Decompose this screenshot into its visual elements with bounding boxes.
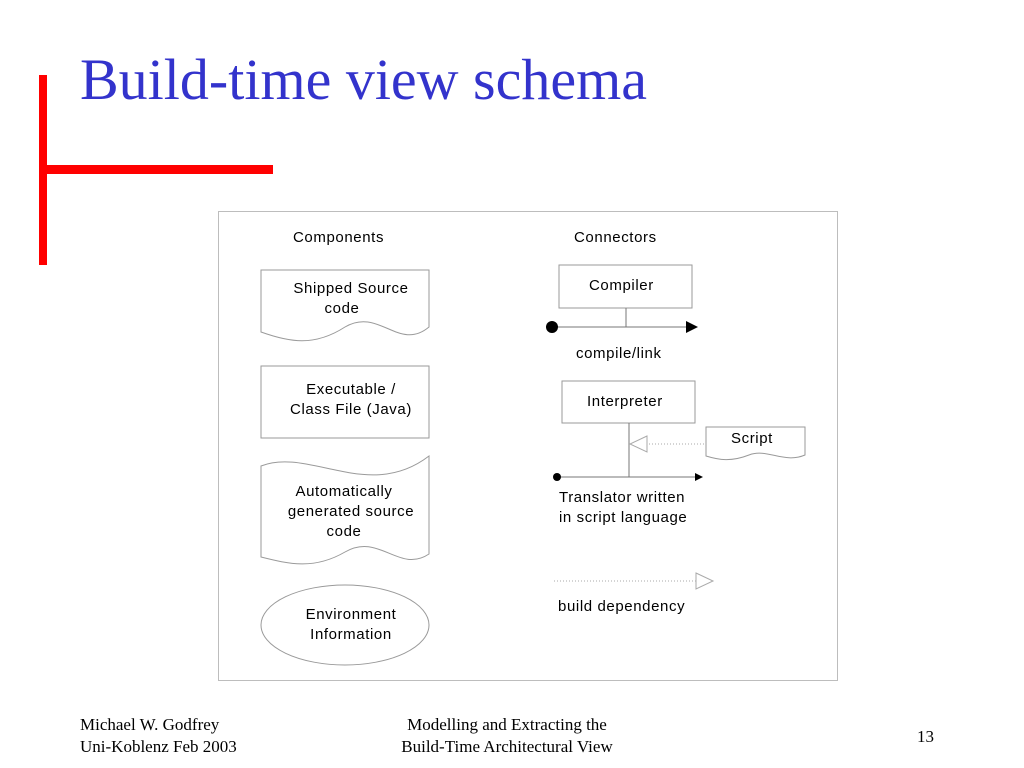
components-header: Components bbox=[293, 229, 385, 246]
build-dependency-arrowhead bbox=[696, 573, 713, 589]
translator-label: Translator written in script language bbox=[559, 489, 688, 526]
build-dependency-label: build dependency bbox=[558, 598, 686, 615]
interpreter-label: Interpreter bbox=[587, 393, 663, 410]
generated-source-label: Automatically generated source code bbox=[287, 483, 415, 540]
footer-author: Michael W. Godfrey Uni-Koblenz Feb 2003 bbox=[80, 715, 237, 756]
accent-bar-horizontal bbox=[39, 165, 273, 174]
shipped-source-label: Shipped Source code bbox=[293, 280, 409, 317]
schema-diagram bbox=[218, 211, 838, 681]
compile-link-arrowhead bbox=[686, 321, 698, 333]
script-label: Script bbox=[731, 430, 773, 447]
connectors-header: Connectors bbox=[574, 229, 657, 246]
compile-link-label: compile/link bbox=[576, 345, 662, 362]
footer-talk-title: Modelling and Extracting the Build-Time Architectural View bbox=[401, 715, 613, 756]
script-dependency-arrowhead bbox=[630, 436, 647, 452]
slide-title: Build-time view schema bbox=[80, 47, 647, 112]
translator-start-dot bbox=[553, 473, 561, 481]
translator-arrowhead bbox=[695, 473, 703, 481]
environment-label: Environment Information bbox=[305, 606, 397, 643]
page-number: 13 bbox=[917, 727, 934, 746]
compile-link-start-dot bbox=[546, 321, 558, 333]
executable-label: Executable / Class File (Java) bbox=[290, 381, 412, 418]
compiler-label: Compiler bbox=[589, 277, 654, 294]
